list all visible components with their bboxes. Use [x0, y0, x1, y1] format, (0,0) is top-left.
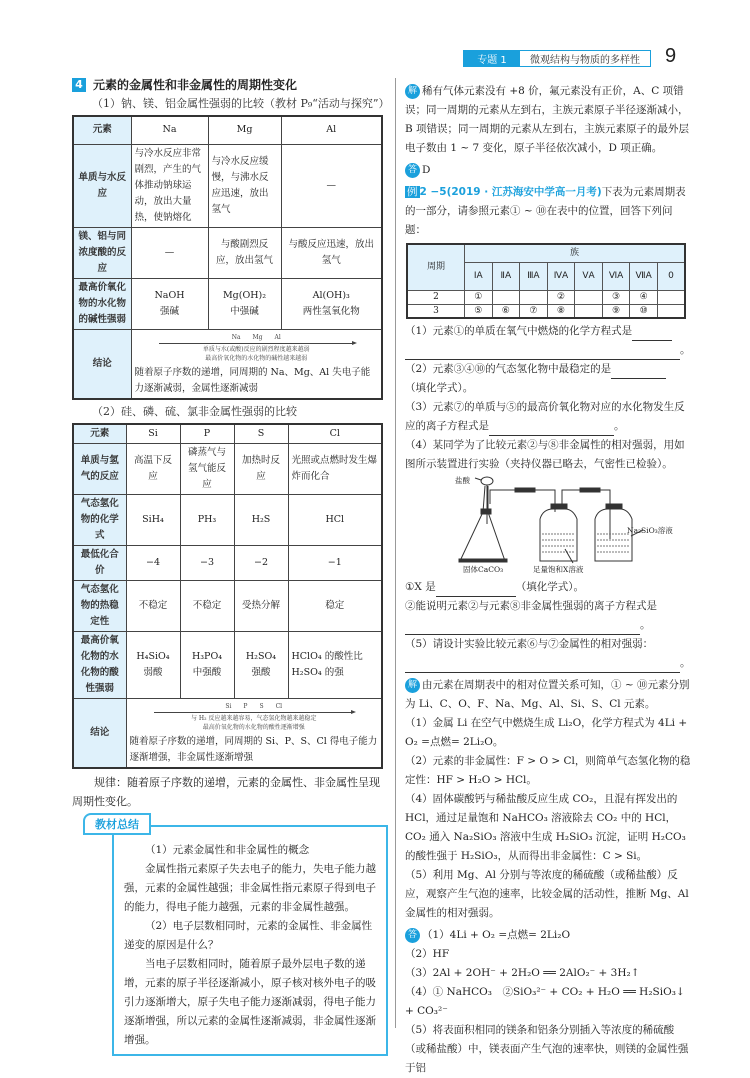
- table-cell: 受热分解: [234, 581, 288, 632]
- answer-text: （5）将表面积相同的镁条和铝条分别插入等浓度的稀硫酸（或稀盐酸）中，镁表面产生气泡的速率快，则镁的金属性强于铝: [405, 1024, 689, 1074]
- table-cell: [126, 632, 180, 699]
- question-text: （1）元素①的单质在氧气中燃烧的化学方程式是: [405, 325, 633, 337]
- arrow-note: 最高价氧化物的水化物的酸性逐渐增强: [202, 724, 305, 731]
- table-row: [73, 495, 382, 546]
- example-text: 下表为元素周期表的一部分，请参照元素① ~ ⑩在表中的位置，回答下列问题：: [405, 186, 686, 236]
- row-label: 最高价氧化物的水化物的碱性强弱: [73, 278, 131, 329]
- answer-text: D: [422, 164, 431, 176]
- table-cell: [492, 290, 520, 304]
- arrow-label: Si P S Cl: [225, 703, 283, 710]
- question-2: [405, 360, 693, 379]
- table-header-row: [73, 116, 382, 144]
- table-cell: HCl: [288, 495, 382, 546]
- explanation-text: （4）固体碳酸钙与稀盐酸反应生成 CO₂，且混有挥发出的 HCl，通过足量饱和 NaHCO₃ 溶液除去 CO₂ 中的 HCl，CO₂ 通入 Na₂SiO₃ 溶液中生成 H₂SiO₃ 沉淀，证明 H₂CO₃ 的酸性强于 H₂SiO₃，从而得出非金属性：C > Si。: [405, 793, 686, 862]
- table-cell: −1: [288, 546, 382, 581]
- summary-paragraph: （2）电子层数相同时，元素的金属性、非金属性递变的原因是什么？: [124, 920, 373, 951]
- answer-blank[interactable]: [436, 585, 516, 597]
- answer-icon: 答: [405, 163, 420, 178]
- table-cell: [131, 278, 208, 329]
- table-cell: 稳定: [288, 581, 382, 632]
- page-number: 9: [665, 45, 677, 67]
- table-cell: [281, 278, 382, 329]
- formula: H₃PO₄: [191, 651, 223, 662]
- table-cell: ④: [630, 290, 658, 304]
- periodic-table-excerpt: [406, 243, 686, 319]
- table-cell: ①: [465, 290, 493, 304]
- group-cell: ⅡA: [492, 262, 520, 290]
- questions: [405, 322, 693, 474]
- table-cell: 高温下反应: [126, 444, 180, 495]
- answer-icon: 答: [405, 928, 420, 943]
- acid-label: 盐酸: [455, 476, 470, 485]
- question-text: （2）元素③④⑩的气态氢化物中最稳定的是: [405, 363, 612, 375]
- row-label: 气态氢化物的热稳定性: [73, 581, 126, 632]
- table-cell: [575, 304, 603, 318]
- table-cell: ⑧: [547, 304, 575, 318]
- header-cell: S: [234, 424, 288, 444]
- apparatus-figure: [405, 476, 693, 576]
- section-title: 元素的金属性和非金属性的周期性变化: [93, 78, 298, 92]
- answer-2: [405, 926, 693, 1078]
- row-label: 单质与氢气的反应: [73, 444, 126, 495]
- arrow-label: Na Mg Al: [231, 333, 281, 341]
- nonmetal-comparison-table: [72, 423, 383, 770]
- wash-label: 足量饱和X溶液: [533, 565, 584, 574]
- chapter-title: 微观结构与物质的多样性: [530, 55, 640, 66]
- explanation-text: （5）利用 Mg、Al 分别与等浓度的稀硫酸（或稀盐酸）反应，观察产生气泡的速率，比较金属的活动性，推断 Mg、Al 金属性的相对强弱。: [405, 869, 689, 919]
- group-cell: ⅥA: [602, 262, 630, 290]
- answer-line[interactable]: 。: [405, 341, 693, 360]
- table-row: [73, 144, 382, 227]
- subheading-1: （1）钠、镁、铝金属性强弱的比较（教材 P₉“活动与探究”）: [92, 97, 390, 110]
- arrow-icon: [159, 343, 354, 344]
- property: 中强酸: [192, 667, 222, 678]
- explanation-text: 稀有气体元素没有 +8 价，氟元素没有正价，A、C 项错误；同一周期的元素从左到右，主族元素原子半径逐渐减小，B 项错误；同一周期的元素从左到右，主族元素原子的最外层电子数由 1 ~ 7 变化，原子半径依次减小，D 项正确。: [405, 85, 690, 154]
- silicate-label: Na₂SiO₃溶液: [627, 526, 673, 535]
- arrow-note: 最高价氧化物的水化物的碱性越来越弱: [205, 354, 308, 362]
- table-cell: [520, 290, 548, 304]
- question-4a: [405, 578, 693, 597]
- conclusion-cell: [131, 329, 382, 399]
- table-cell: 磷蒸气与氢气能反应: [180, 444, 234, 495]
- table-cell: 与冷水反应非常剧烈，产生的气体推动钠球运动，放出大量热，使钠熔化: [131, 144, 208, 227]
- conclusion-cell: [126, 699, 382, 769]
- example-question: [405, 183, 693, 240]
- group-cell: ⅣA: [547, 262, 575, 290]
- table-cell: ②: [547, 290, 575, 304]
- section-heading: [72, 76, 388, 93]
- question-1: [405, 322, 693, 341]
- question-text: （3）元素⑦的单质与⑤的最高价氧化物对应的水化物发生反应的离子方程式是: [405, 401, 685, 432]
- solid-label: 固体CaCO₃: [463, 565, 504, 574]
- table-row: [73, 227, 382, 278]
- table-cell: 不稳定: [180, 581, 234, 632]
- chapter-header: [463, 50, 651, 67]
- subheading-2: （2）硅、磷、硫、氯非金属性强弱的比较: [92, 404, 297, 418]
- explanation-text: 由元素在周期表中的相对位置关系可知，① ~ ⑩元素分别为 Li、C、O、F、Na、Mg、Al、Si、S、Cl 元素。: [405, 679, 690, 710]
- row-label: 镁、铝与同浓度酸的反应: [73, 227, 131, 278]
- explanation-2: [405, 676, 693, 923]
- explanation-1: [405, 82, 693, 158]
- textbook-summary-box: [112, 825, 388, 1056]
- table-cell: [234, 632, 288, 699]
- table-cell: PH₃: [180, 495, 234, 546]
- period-cell: 2: [407, 290, 465, 304]
- explanation-text: （2）元素的非金属性：F > O > Cl，则简单气态氢化物的稳定性：HF > H₂O > HCl。: [405, 755, 691, 786]
- table-cell: [657, 290, 685, 304]
- header-cell: 元素: [73, 116, 131, 144]
- apparatus-diagram: [455, 476, 665, 564]
- header-cell: Si: [126, 424, 180, 444]
- period-cell: 3: [407, 304, 465, 318]
- table-cell: 光照或点燃时发生爆炸而化合: [288, 444, 382, 495]
- row-label: 最高价氧化物的水化物的酸性强弱: [73, 632, 126, 699]
- header-cell: Na: [131, 116, 208, 144]
- table-row-conclusion: [73, 329, 382, 399]
- conclusion-text: 随着原子序数的递增，同周期的 Si、P、S、Cl 得电子能力逐渐增强，非金属性逐渐增强: [129, 736, 378, 763]
- table-row: [73, 546, 382, 581]
- row-label: 结论: [73, 699, 126, 769]
- conclusion-text: 随着原子序数的递增，同周期的 Na、Mg、Al 失电子能力逐渐减弱，金属性逐渐减弱: [134, 366, 371, 394]
- table-cell: H₂S: [234, 495, 288, 546]
- explanation-icon: 解: [405, 84, 420, 99]
- row-label: 最低化合价: [73, 546, 126, 581]
- table-cell: ⑤: [465, 304, 493, 318]
- arrow-note: 单质与水(或酸)反应的剧烈程度越来越弱: [202, 345, 310, 353]
- group-cell: ⅦA: [630, 262, 658, 290]
- formula: H₄SiO₄: [136, 651, 170, 662]
- question-3: （3）元素⑦的单质与⑤的最高价氧化物对应的水化物发生反应的离子方程式是 。: [405, 398, 693, 436]
- question-5: （5）请设计实验比较元素⑥与⑦金属性的相对强弱：: [405, 638, 654, 650]
- table-cell: ⑨: [602, 304, 630, 318]
- table-header-row: [407, 244, 685, 262]
- property: 强碱: [159, 305, 179, 317]
- group-cell: ⅢA: [520, 262, 548, 290]
- table-row: [73, 278, 382, 329]
- row-label: 结论: [73, 329, 131, 399]
- table-cell: ③: [602, 290, 630, 304]
- property: 中强碱: [230, 305, 259, 317]
- questions-continued: [405, 578, 693, 673]
- formula: Al(OH)₃: [312, 289, 350, 301]
- question-4b: ②能说明元素②与元素⑧非金属性强弱的离子方程式是。: [405, 597, 693, 635]
- table-cell: [657, 304, 685, 318]
- answer-blank[interactable]: [489, 424, 614, 436]
- formula: NaOH: [154, 289, 185, 301]
- table-row: [73, 632, 382, 699]
- answer-blank[interactable]: [632, 329, 672, 341]
- question-text: （填化学式）。: [515, 581, 584, 593]
- answer-text: （1）4Li + O₂ =点燃= 2Li₂O: [422, 929, 571, 941]
- table-cell: [180, 632, 234, 699]
- table-cell: ⑩: [630, 304, 658, 318]
- header-cell: Al: [281, 116, 382, 144]
- table-cell: [575, 290, 603, 304]
- table-cell: 加热时反应: [234, 444, 288, 495]
- table-row: [407, 304, 685, 318]
- table-cell: [208, 278, 281, 329]
- textbook-summary: [95, 818, 388, 1056]
- section-number: 4: [72, 78, 86, 92]
- answer-text: （3）2Al + 2OH⁻ + 2H₂O ══ 2AlO₂⁻ + 3H₂↑: [405, 967, 640, 979]
- table-cell: 与酸剧烈反应，放出氢气: [208, 227, 281, 278]
- table-cell: ⑥: [492, 304, 520, 318]
- arrow-icon: [154, 712, 353, 713]
- table-row: [73, 581, 382, 632]
- header-cell: Mg: [208, 116, 281, 144]
- header-cell: Cl: [288, 424, 382, 444]
- question-text: ②能说明元素②与元素⑧非金属性强弱的离子方程式是: [405, 600, 657, 612]
- table-cell: —: [281, 144, 382, 227]
- table-cell: SiH₄: [126, 495, 180, 546]
- summary-paragraph: 当电子层数相同时，随着原子最外层电子数的递增，元素的原子半径逐渐减小，原子核对核外电子的吸引力逐渐增大，原子失电子能力逐渐减弱，得电子能力逐渐增强，所以元素的金属性逐渐减弱，非金属性逐渐增强。: [124, 958, 376, 1046]
- summary-tag: 教材总结: [83, 813, 151, 835]
- property: 弱酸: [143, 667, 163, 678]
- table-cell: ⑦: [520, 304, 548, 318]
- arrow-note: 与 H₂ 反应越来越容易，气态氢化物越来越稳定: [191, 715, 317, 722]
- table-cell: −3: [180, 546, 234, 581]
- table-row: [407, 290, 685, 304]
- formula: H₂SO₄: [245, 651, 277, 662]
- header-cell: 族: [465, 244, 685, 262]
- flask-outline: [460, 486, 505, 561]
- answer-line[interactable]: 。: [405, 654, 693, 673]
- example-icon: 例: [407, 186, 418, 198]
- table-row-conclusion: [73, 699, 382, 769]
- table-cell: —: [131, 227, 208, 278]
- question-4: （4）某同学为了比较元素②与⑧非金属性的相对强弱，用如图所示装置进行实验（夹持仪器已略去，气密性已检验）。: [405, 439, 685, 470]
- table-cell: 与酸反应迅速，放出氢气: [281, 227, 382, 278]
- rule-text: 规律：随着原子序数的递增，元素的金属性、非金属性呈现周期性变化。: [72, 776, 380, 808]
- header-cell: 周期: [407, 244, 465, 290]
- group-cell: 0: [657, 262, 685, 290]
- table-cell: 与冷水反应缓慢，与沸水反应迅速，放出氢气: [208, 144, 281, 227]
- table-cell: −4: [126, 546, 180, 581]
- example-source: 2 −5(2019 · 江苏海安中学高一月考): [419, 186, 602, 198]
- table-cell: 不稳定: [126, 581, 180, 632]
- table-header-row: [73, 424, 382, 444]
- answer-text: （4）① NaHCO₃ ②SiO₃²⁻ + CO₂ + H₂O ══ H₂SiO₃↓ + CO₃²⁻: [405, 986, 685, 1017]
- answer-1: [405, 161, 693, 180]
- left-column: [72, 76, 388, 1056]
- answer-blank[interactable]: [405, 623, 640, 635]
- explanation-text: （1）金属 Li 在空气中燃烧生成 Li₂O，化学方程式为 4Li + O₂ =点燃= 2Li₂O。: [405, 717, 688, 748]
- property: 两性氢氧化物: [302, 305, 360, 317]
- question-text: （填化学式）。: [405, 382, 474, 394]
- explanation-icon: 解: [405, 678, 420, 693]
- summary-paragraph: （1）元素金属性和非金属性的概念: [145, 844, 310, 856]
- header-cell: 元素: [73, 424, 126, 444]
- column-divider: [395, 78, 396, 1028]
- answer-blank[interactable]: [611, 367, 666, 379]
- summary-paragraph: 金属性指元素原子失去电子的能力，失电子能力越强，元素的金属性越强；非金属性指元素原子得到电子的能力，得电子能力越强，元素的非金属性越强。: [124, 863, 376, 913]
- trend-arrow: [159, 333, 354, 363]
- header-cell: P: [180, 424, 234, 444]
- property: 强酸: [251, 667, 271, 678]
- question-text: ①X 是: [405, 581, 436, 593]
- formula: Mg(OH)₂: [222, 289, 267, 301]
- table-cell: HClO₄ 的酸性比 H₂SO₄ 的强: [288, 632, 382, 699]
- right-column: [405, 82, 693, 1078]
- table-row: [73, 444, 382, 495]
- row-label: 单质与水反应: [73, 144, 131, 227]
- answer-text: （2）HF: [405, 948, 450, 960]
- group-cell: ⅠA: [465, 262, 493, 290]
- row-label: 气态氢化物的化学式: [73, 495, 126, 546]
- topic-label: 专题 1: [464, 51, 520, 66]
- trend-arrow: [154, 702, 353, 732]
- table-cell: −2: [234, 546, 288, 581]
- group-cell: ⅤA: [575, 262, 603, 290]
- metal-comparison-table: [72, 115, 383, 400]
